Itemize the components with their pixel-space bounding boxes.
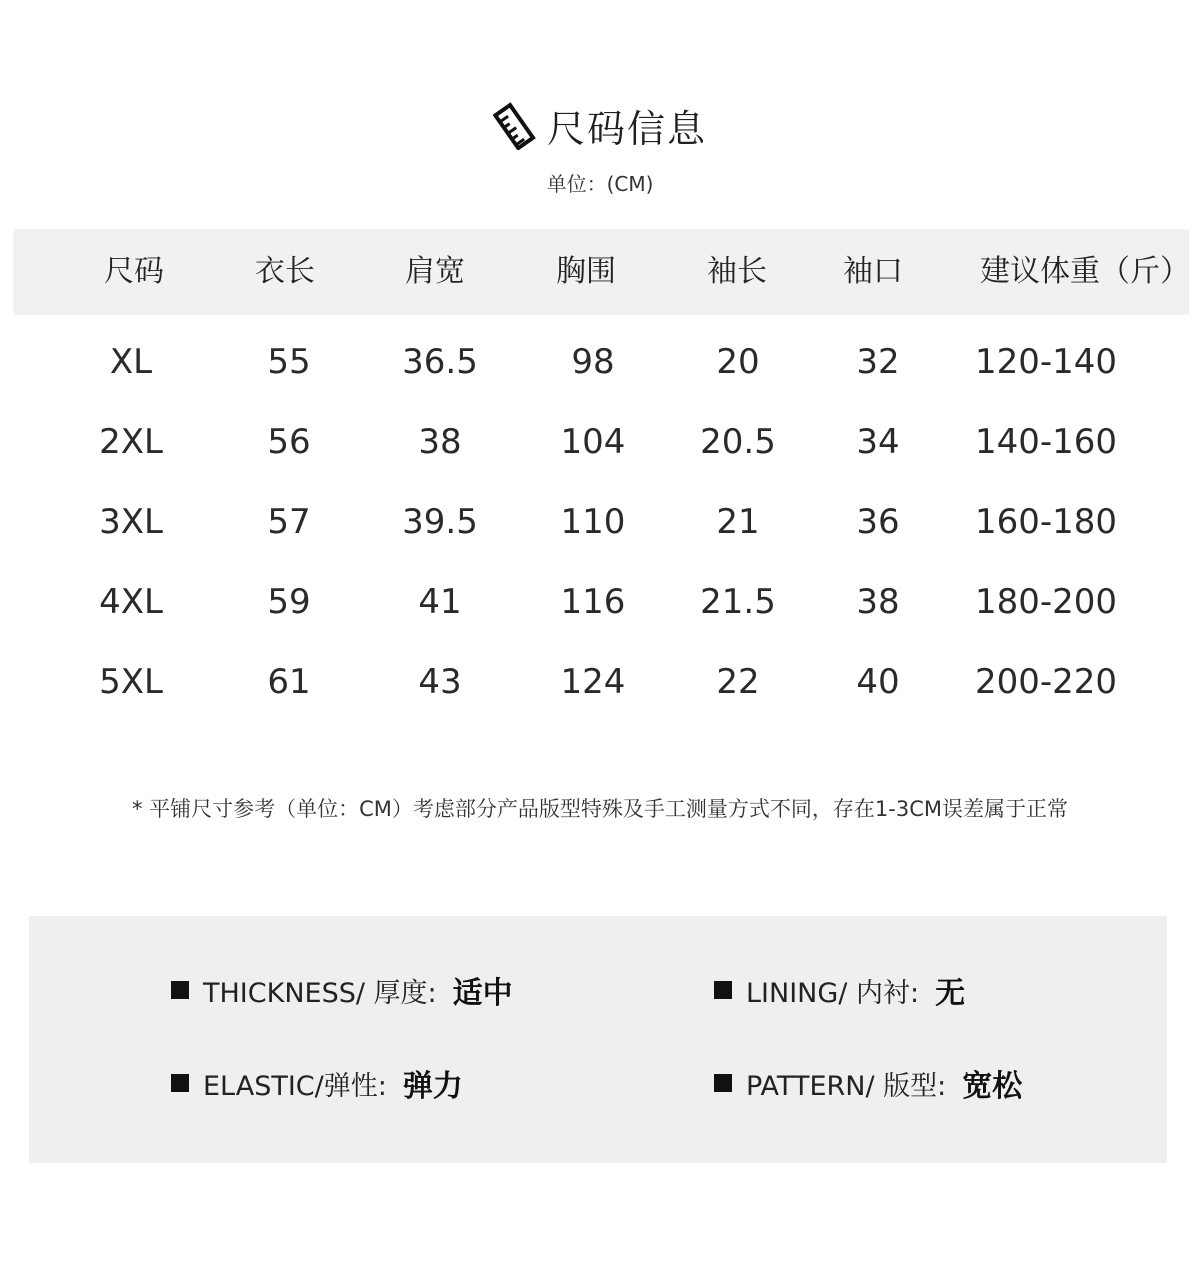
measurement-note: * 平铺尺寸参考（单位：CM）考虑部分产品版型特殊及手工测量方式不同，存在1-3CM误差属于正常 [131,797,1069,821]
property-label: THICKNESS/ 厚度: [203,977,437,1009]
cell-weight: 180-200 [975,582,1118,622]
header-size: 尺码 [104,254,164,289]
table-row [13,482,1189,562]
property-label: ELASTIC/弹性: [203,1070,387,1102]
table-row [13,562,1189,642]
property-thickness [171,968,513,1012]
property-pattern [714,1061,1022,1105]
cell-shoulder: 43 [418,662,462,702]
cell-weight: 140-160 [975,422,1118,462]
cell-cuff: 40 [856,662,900,702]
header-cuff: 袖口 [843,254,903,289]
cell-length: 61 [267,662,311,702]
cell-sleeve: 20.5 [700,422,776,462]
cell-size: 3XL [99,502,163,542]
table-header [13,229,1189,315]
cell-size: XL [109,342,153,382]
cell-sleeve: 20 [716,342,760,382]
cell-cuff: 34 [856,422,900,462]
cell-length: 55 [267,342,311,382]
title-section [0,98,1200,153]
header-shoulder: 肩宽 [405,254,465,289]
property-value: 无 [935,976,966,1011]
cell-cuff: 32 [856,342,900,382]
cell-chest: 124 [560,662,626,702]
cell-sleeve: 22 [716,662,760,702]
cell-length: 59 [267,582,311,622]
cell-chest: 116 [560,582,626,622]
unit-label: 单位：(CM) [546,172,654,196]
cell-shoulder: 39.5 [402,502,478,542]
table-row [13,322,1189,402]
property-value: 适中 [452,976,513,1011]
properties-panel [29,916,1167,1163]
cell-length: 57 [267,502,311,542]
cell-size: 5XL [99,662,163,702]
square-bullet-icon [171,1074,189,1092]
header-weight: 建议体重（斤） [980,254,1190,289]
cell-sleeve: 21 [716,502,760,542]
property-label: LINING/ 内衬: [746,977,920,1009]
cell-cuff: 38 [856,582,900,622]
table-body [13,315,1189,735]
table-row [13,402,1189,482]
cell-shoulder: 36.5 [402,342,478,382]
table-row [13,642,1189,722]
cell-chest: 104 [560,422,626,462]
property-value: 宽松 [962,1069,1023,1104]
cell-cuff: 36 [856,502,900,542]
size-table [13,229,1189,735]
cell-size: 4XL [99,582,163,622]
cell-size: 2XL [99,422,163,462]
header-chest: 胸围 [556,254,616,289]
square-bullet-icon [171,981,189,999]
property-lining [714,968,965,1012]
property-elastic [171,1061,463,1105]
cell-weight: 200-220 [975,662,1118,702]
square-bullet-icon [714,981,732,999]
cell-chest: 110 [560,502,626,542]
property-value: 弹力 [402,1069,463,1104]
page-title: 尺码信息 [546,107,707,151]
header-length: 衣长 [255,254,315,289]
header-sleeve: 袖长 [707,254,767,289]
cell-weight: 160-180 [975,502,1118,542]
property-label: PATTERN/ 版型: [746,1070,947,1102]
cell-weight: 120-140 [975,342,1118,382]
square-bullet-icon [714,1074,732,1092]
cell-length: 56 [267,422,311,462]
ruler-icon [493,102,537,150]
cell-shoulder: 41 [418,582,462,622]
cell-sleeve: 21.5 [700,582,776,622]
cell-shoulder: 38 [418,422,462,462]
cell-chest: 98 [571,342,615,382]
